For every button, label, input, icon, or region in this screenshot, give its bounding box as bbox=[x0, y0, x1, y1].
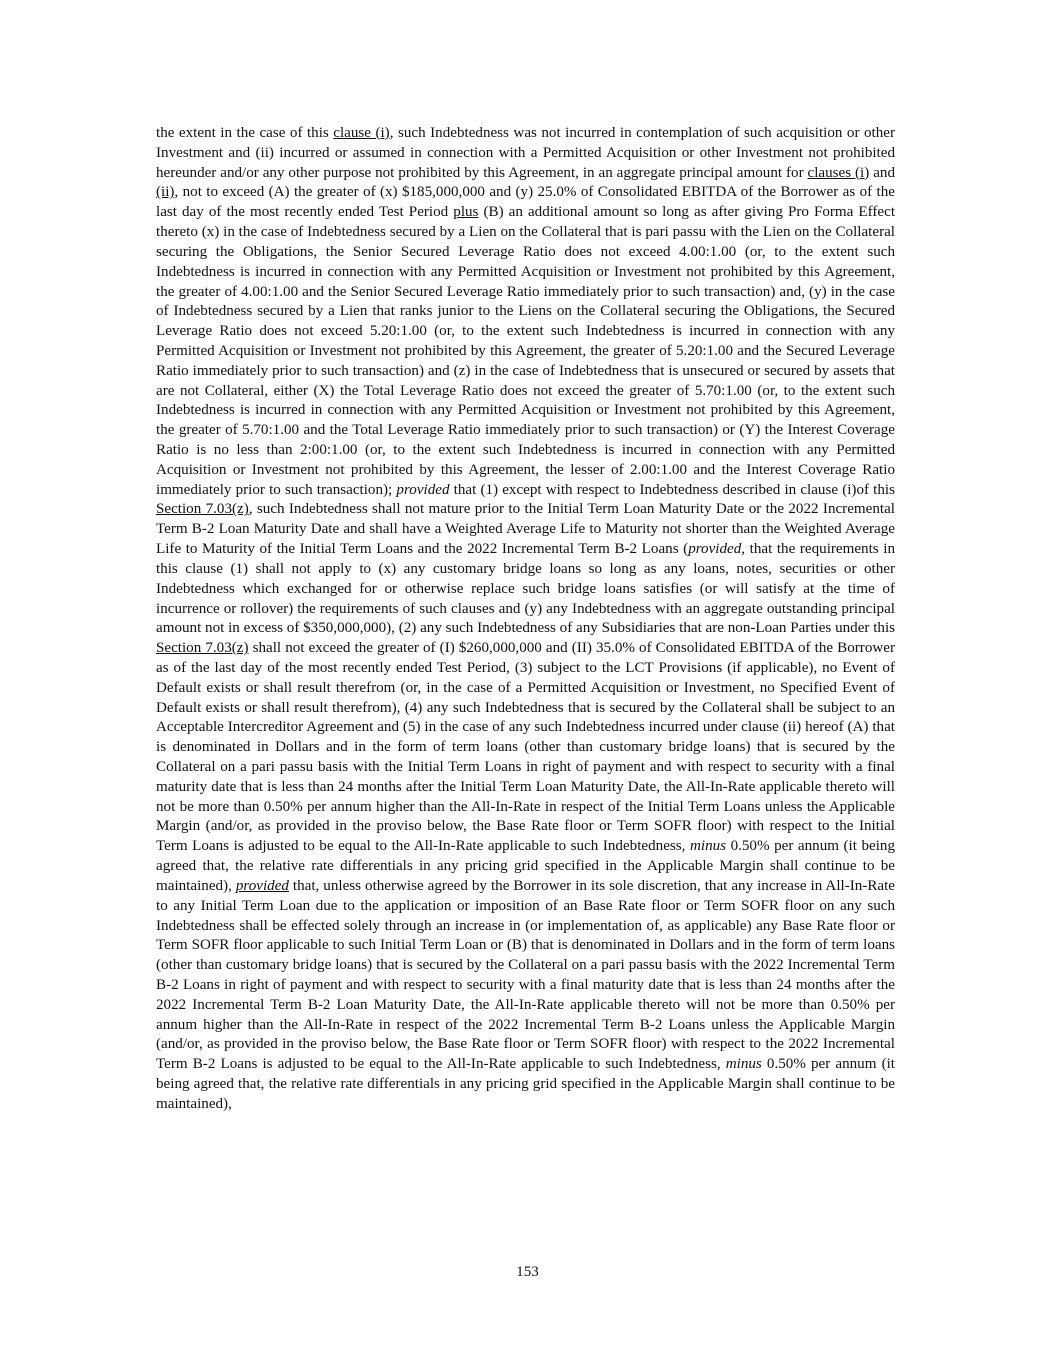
page-number: 153 bbox=[516, 1264, 539, 1280]
section-reference: Section 7.03(z) bbox=[156, 501, 249, 518]
text-run: , that the requirements in this clause (1) shall not apply to (x) any customary bridge loans so long as any loans, notes, securities or other Indebtedness which exchanged for or otherwise replace such bridge loans satisfies (or will satisfy at the time of incurrence or rollover) the requirements of such clauses and (y) any Indebtedness with an aggregate outstanding principal amount not in excess of $350,000,000), (2) any such Indebtedness of any Subsidiaries that are non-Loan Parties under this bbox=[156, 541, 896, 637]
document-body bbox=[156, 124, 895, 1115]
provided-term: provided bbox=[235, 877, 289, 894]
minus-term: minus bbox=[725, 1056, 762, 1073]
text-run: the extent in the case of this bbox=[156, 125, 334, 141]
provided-term: provided bbox=[396, 481, 450, 498]
text-run: that (1) except with respect to Indebtedness described in clause (i)of this bbox=[449, 481, 895, 498]
provided-term: provided bbox=[688, 541, 742, 558]
minus-term: minus bbox=[689, 838, 727, 855]
text-run: , not to exceed (A) the greater of (x) $185,000,000 and (y) 25.0% of Consolidated EBITDA of the Borrower as of the last day of the most recently ended Test Period bbox=[156, 184, 895, 221]
text-run: 0.50% per annum (it being agreed that, the relative rate differentials in any pricing grid specified in the Applicable Margin shall continue to be maintained), bbox=[156, 1056, 895, 1112]
plus-term: plus bbox=[453, 204, 479, 221]
clause-ii-reference: (ii) bbox=[156, 184, 175, 201]
body-paragraph bbox=[156, 124, 895, 1115]
text-run: , such Indebtedness was not incurred in contemplation of such acquisition or other Investment and (ii) incurred or assumed in connection with a Permitted Acquisition or other Investment not prohibited hereunder and/or any other purpose not prohibited by this Agreement, in an aggregate principal amount for bbox=[156, 125, 895, 181]
section-reference: Section 7.03(z) bbox=[156, 640, 249, 657]
text-run: shall not exceed the greater of (I) $260,000,000 and (II) 35.0% of Consolidated EBITDA of the Borrower as of the last day of the most recently ended Test Period, (3) subject to the LCT Provisions (if applicable), no Event of Default exists or shall result therefrom (or, in the case of a Permitted Acquisition or Investment, no Specified Event of Default exists or shall result therefrom), (4) any such Indebtedness that is secured by the Collateral shall be subject to an Acceptable Intercreditor Agreement and (5) in the case of any such Indebtedness incurred under clause (ii) hereof (A) that is denominated in Dollars and in the form of term loans (other than customary bridge loans) that is secured by the Collateral on a pari passu basis with the Initial Term Loans in right of payment and with respect to security with a final maturity date that is less than 24 months after the Initial Term Loan Maturity Date, the All-In-Rate applicable thereto will not be more than 0.50% per annum higher than the All-In-Rate in respect of the Initial Term Loans unless the Applicable Margin (and/or, as provided in the proviso below, the Base Rate floor or Term SOFR floor) with respect to the Initial Term Loans is adjusted to be equal to the All-In-Rate applicable to such Indebtedness, bbox=[156, 640, 895, 855]
clause-i-reference: clause (i) bbox=[333, 125, 390, 141]
text-run: and bbox=[869, 164, 895, 181]
text-run: (B) an additional amount so long as after giving Pro Forma Effect thereto (x) in the case of Indebtedness secured by a Lien on the Collateral that is pari passu with the Lien on the Collateral securing the Obligations, the Senior Secured Leverage Ratio does not exceed 4.00:1.00 (or, to the extent such Indebtedness is incurred in connection with any Permitted Acquisition or Investment not prohibited by this Agreement, the greater of 4.00:1.00 and the Senior Secured Leverage Ratio immediately prior to such transaction) and, (y) in the case of Indebtedness secured by a Lien that ranks junior to the Liens on the Collateral securing the Obligations, the Secured Leverage Ratio does not exceed 5.20:1.00 (or, to the extent such Indebtedness is incurred in connection with any Permitted Acquisition or Investment not prohibited by this Agreement, the greater of 5.20:1.00 and the Secured Leverage Ratio immediately prior to such transaction) and (z) in the case of Indebtedness that is unsecured or secured by assets that are not Collateral, either (X) the Total Leverage Ratio does not exceed the greater of 5.70:1.00 (or, to the extent such Indebtedness is incurred in connection with any Permitted Acquisition or Investment not prohibited by this Agreement, the greater of 5.70:1.00 and the Total Leverage Ratio immediately prior to such transaction) or (Y) the Interest Coverage Ratio is no less than 2:00:1.00 (or, to the extent such Indebtedness is incurred in connection with any Permitted Acquisition or Investment not prohibited by this Agreement, the lesser of 2.00:1.00 and the Interest Coverage Ratio immediately prior to such transaction); bbox=[156, 204, 896, 498]
text-run: 0.50% per annum (it being agreed that, the relative rate differentials in any pricing grid specified in the Applicable Margin shall continue to be maintained), bbox=[156, 838, 895, 894]
text-run: , such Indebtedness shall not mature prior to the Initial Term Loan Maturity Date or the 2022 Incremental Term B-2 Loan Maturity Date and shall have a Weighted Average Life to Maturity not shorter than the Weighted Average Life to Maturity of the Initial Term Loans and the 2022 Incremental Term B-2 Loans ( bbox=[156, 501, 895, 558]
clauses-i-reference: clauses (i) bbox=[807, 164, 870, 181]
text-run: that, unless otherwise agreed by the Borrower in its sole discretion, that any increase in All-In-Rate to any Initial Term Loan due to the application or imposition of an Base Rate floor or Term SOFR floor on any such Indebtedness shall be effected solely through an increase in (or implementation of, as applicable) any Base Rate floor or Term SOFR floor applicable to such Initial Term Loan or (B) that is denominated in Dollars and in the form of term loans (other than customary bridge loans) that is secured by the Collateral on a pari passu basis with the 2022 Incremental Term B-2 Loans in right of payment and with respect to security with a final maturity date that is less than 24 months after the 2022 Incremental Term B-2 Loan Maturity Date, the All-In-Rate applicable thereto will not be more than 0.50% per annum higher than the All-In-Rate in respect of the 2022 Incremental Term B-2 Loans unless the Applicable Margin (and/or, as provided in the proviso below, the Base Rate floor or Term SOFR floor) with respect to the 2022 Incremental Term B-2 Loans is adjusted to be equal to the All-In-Rate applicable to such Indebtedness, bbox=[156, 877, 895, 1073]
